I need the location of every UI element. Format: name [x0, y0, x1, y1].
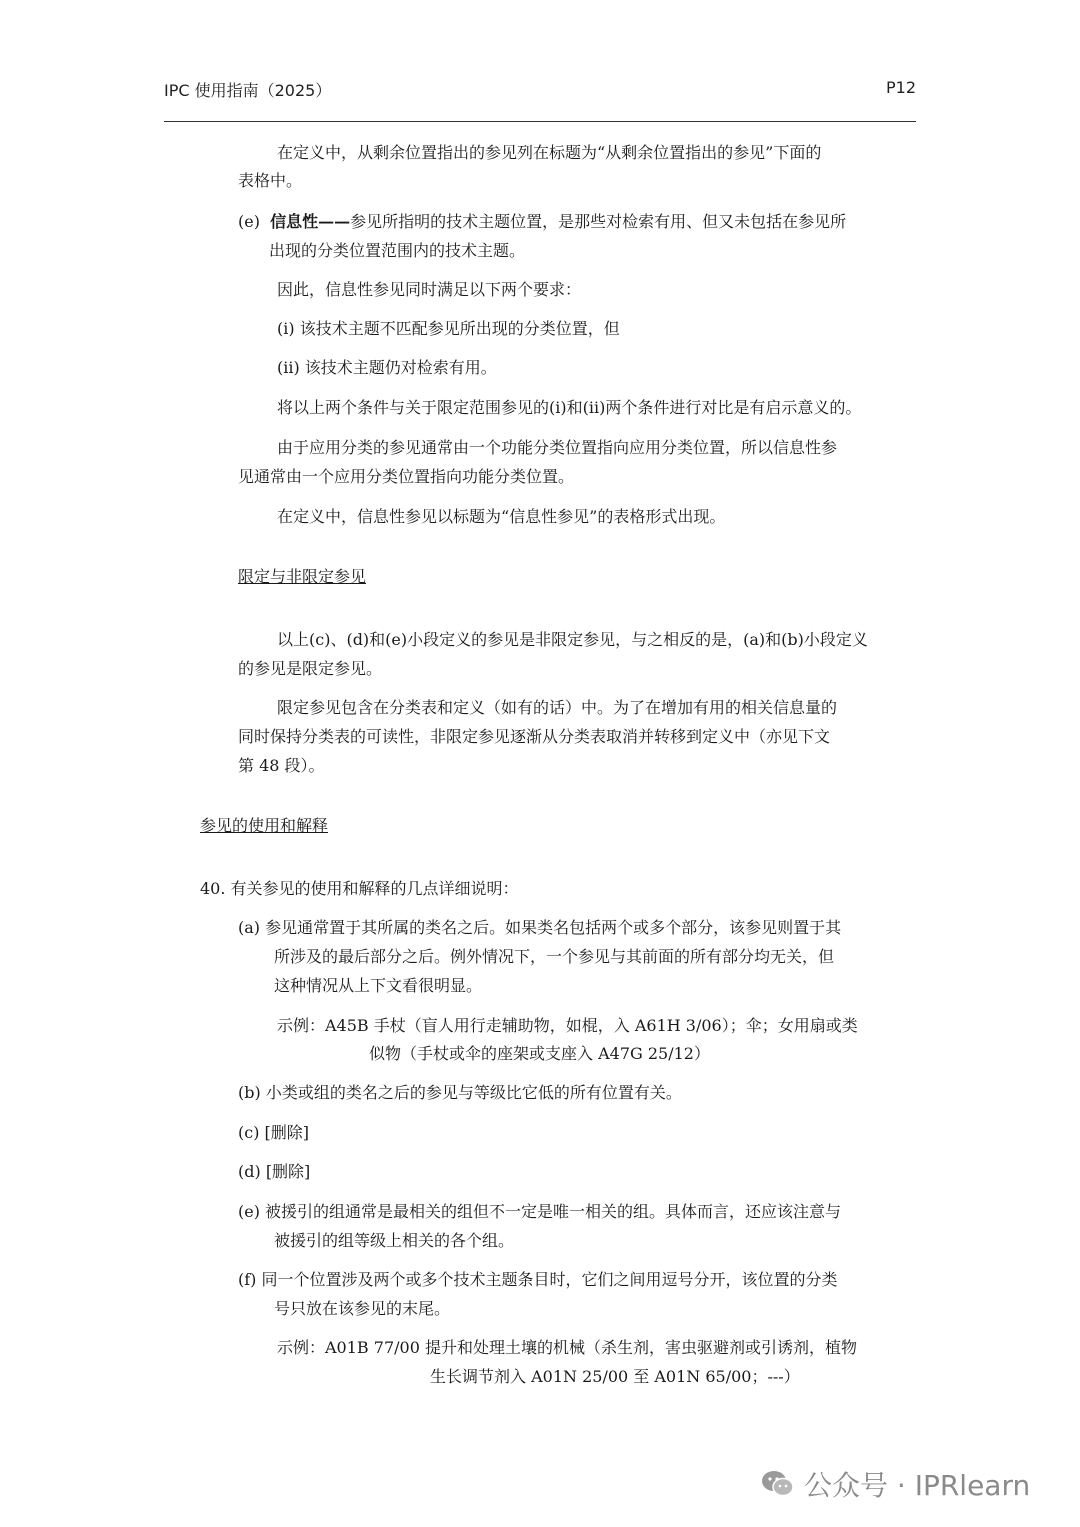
- paragraph-line: 将以上两个条件与关于限定范围参见的(i)和(ii)两个条件进行对比是有启示意义的。: [277, 398, 862, 417]
- paragraph-line: 出现的分类位置范围内的技术主题。: [269, 241, 526, 260]
- paragraph-line: 以上(c)、(d)和(e)小段定义的参见是非限定参见，与之相反的是，(a)和(b)小段定义: [277, 630, 868, 649]
- example-line: 示例：A45B 手杖（盲人用行走辅助物，如棍，入 A61H 3/06）；伞；女用扇或类: [277, 1016, 858, 1035]
- paragraph-line: 这种情况从上下文看很明显。: [274, 976, 483, 995]
- item-e-line: [238, 208, 846, 236]
- list-item: (a) 参见通常置于其所属的类名之后。如果类名包括两个或多个部分，该参见则置于其: [238, 918, 842, 937]
- list-item: (e) 被援引的组通常是最相关的组但不一定是唯一相关的组。具体而言，还应该注意与: [238, 1202, 842, 1221]
- list-item: (c) [删除]: [238, 1123, 310, 1142]
- watermark: [760, 1464, 1030, 1504]
- paragraph-line: 的参见是限定参见。: [238, 659, 383, 678]
- paragraph-line: 限定参见包含在分类表和定义（如有的话）中。为了在增加有用的相关信息量的: [277, 698, 838, 717]
- page-number: P12: [885, 78, 916, 97]
- watermark-text: 公众号 · IPRlearn: [804, 1469, 1031, 1502]
- paragraph-line: 因此，信息性参见同时满足以下两个要求：: [277, 280, 582, 299]
- wechat-icon: [760, 1469, 796, 1499]
- section-heading: 限定与非限定参见: [238, 567, 367, 586]
- section-heading: 参见的使用和解释: [200, 816, 329, 835]
- paragraph-line: 所涉及的最后部分之后。例外情况下，一个参见与其前面的所有部分均无关，但: [274, 947, 835, 966]
- item-label: (e): [238, 212, 260, 231]
- example-line: 示例：A01B 77/00 提升和处理土壤的机械（杀生剂，害虫驱避剂或引诱剂，植物: [277, 1338, 857, 1357]
- list-item: (i) 该技术主题不匹配参见所出现的分类位置，但: [277, 319, 620, 338]
- paragraph-line: 第 48 段）。: [238, 756, 325, 775]
- paragraph-line: 被援引的组等级上相关的各个组。: [274, 1231, 515, 1250]
- paragraph-line: 在定义中，从剩余位置指出的参见列在标题为“从剩余位置指出的参见”下面的: [277, 143, 822, 162]
- header-title: IPC 使用指南（2025）: [164, 81, 332, 100]
- list-item: (ii) 该技术主题仍对检索有用。: [277, 358, 497, 377]
- example-line: 生长调节剂入 A01N 25/00 至 A01N 65/00；---）: [430, 1367, 800, 1386]
- paragraph-line: 见通常由一个应用分类位置指向功能分类位置。: [238, 467, 575, 486]
- list-item: (d) [删除]: [238, 1162, 311, 1181]
- list-item: (b) 小类或组的类名之后的参见与等级比它低的所有位置有关。: [238, 1083, 682, 1102]
- item-text: 参见所指明的技术主题位置，是那些对检索有用、但又未包括在参见所: [350, 212, 847, 231]
- paragraph-line: 表格中。: [238, 171, 303, 190]
- paragraph-line: 在定义中，信息性参见以标题为“信息性参见”的表格形式出现。: [277, 507, 726, 526]
- term-bold: 信息性——: [270, 212, 351, 231]
- list-item: (f) 同一个位置涉及两个或多个技术主题条目时，它们之间用逗号分开，该位置的分类: [238, 1270, 838, 1289]
- paragraph-line: 同时保持分类表的可读性，非限定参见逐渐从分类表取消并转移到定义中（亦见下文: [238, 727, 831, 746]
- header-rule: [164, 121, 916, 122]
- paragraph-line: 号只放在该参见的末尾。: [274, 1299, 451, 1318]
- paragraph-line: 由于应用分类的参见通常由一个功能分类位置指向应用分类位置，所以信息性参: [277, 438, 838, 457]
- numbered-paragraph: 40. 有关参见的使用和解释的几点详细说明：: [200, 879, 519, 898]
- example-line: 似物（手杖或伞的座架或支座入 A47G 25/12）: [369, 1044, 710, 1063]
